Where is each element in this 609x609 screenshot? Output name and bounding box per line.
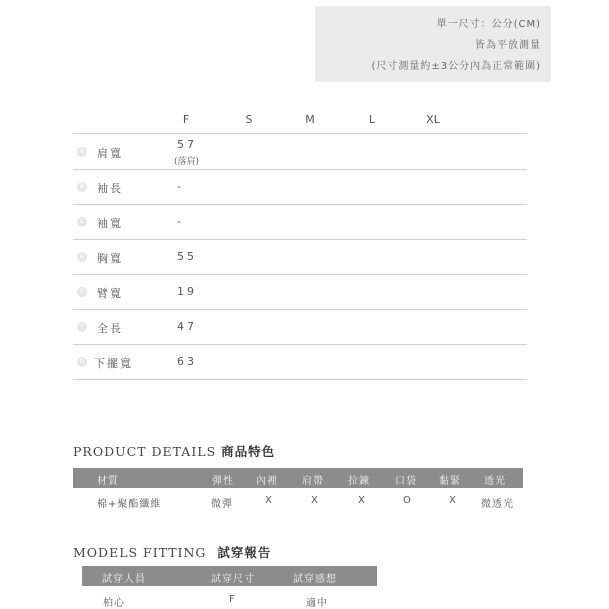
badge-e: E [77,287,87,297]
value-model: 柏心 [103,598,125,609]
value-lining: X [265,495,273,506]
value-pocket: O [403,495,412,506]
measurement-label: 袖長 [97,182,123,195]
header-fit-size: 試穿尺寸 [211,574,255,585]
product-details-title-en: PRODUCT DETAILS [73,444,217,459]
measurement-row [73,169,527,205]
measurement-label: 肩寬 [97,147,123,160]
measurement-value: 55 [177,250,197,263]
header-fasten: 黏緊 [439,476,461,487]
header-lining: 內裡 [256,476,278,487]
badge-g: G [77,357,87,367]
product-details-header-bar [73,468,523,488]
measurement-value: 63 [177,355,197,368]
measurement-label: 下擺寬 [94,357,133,370]
header-model: 試穿人員 [102,574,146,585]
value-strap: X [311,495,319,506]
size-header-m: M [305,113,315,126]
measurement-label: 臂寬 [97,287,123,300]
measurement-note [315,6,551,82]
badge-f: F [77,322,87,332]
measurement-value: - [177,215,184,228]
note-method: 皆為平放測量 [475,40,541,51]
measurement-value: 19 [177,285,197,298]
measurement-row [73,239,527,275]
models-fitting-title-zh: 試穿報告 [217,545,272,560]
value-fasten: X [449,495,457,506]
badge-a: A [77,147,87,157]
measurement-label: 全長 [97,322,123,335]
measurement-value: 47 [177,320,197,333]
note-unit: 單一尺寸：公分(CM) [436,19,541,30]
size-header-l: L [368,113,376,126]
size-header-f: F [182,113,190,126]
product-details-title-zh: 商品特色 [221,444,276,459]
badge-b: B [77,182,87,192]
measurement-row [73,344,527,380]
note-tolerance: (尺寸測量約±3公分內為正常範圍) [371,61,541,72]
header-pocket: 口袋 [395,476,417,487]
value-material: 棉+聚酯纖維 [97,499,162,510]
badge-d: D [77,252,87,262]
header-sheer: 透光 [484,476,506,487]
value-sheer: 微透光 [481,499,514,510]
header-material: 材質 [97,476,119,487]
models-fitting-title [73,543,271,561]
models-fitting-header-bar [82,566,377,586]
value-elasticity: 微彈 [211,499,233,510]
models-fitting-title-en: MODELS FITTING [73,545,207,560]
header-fit-feedback: 試穿感想 [293,574,337,585]
measurement-label: 胸寬 [97,252,123,265]
size-header-xl: XL [426,113,440,126]
measurement-value: - [177,180,184,193]
header-strap: 肩帶 [302,476,324,487]
header-elasticity: 彈性 [212,476,234,487]
product-details-title [73,442,275,460]
measurement-row [73,204,527,240]
measurement-row [73,133,527,170]
header-zipper: 拉鍊 [348,476,370,487]
size-header-s: S [245,113,253,126]
badge-c: C [77,217,87,227]
measurement-label: 袖寬 [97,217,123,230]
measurement-row [73,274,527,310]
measurement-value: 57 [177,138,197,151]
value-zipper: X [358,495,366,506]
value-fit-feedback: 適中 [306,598,328,609]
value-fit-size: F [229,594,236,605]
measurement-value-note: (落肩) [174,157,200,167]
measurement-row [73,309,527,345]
